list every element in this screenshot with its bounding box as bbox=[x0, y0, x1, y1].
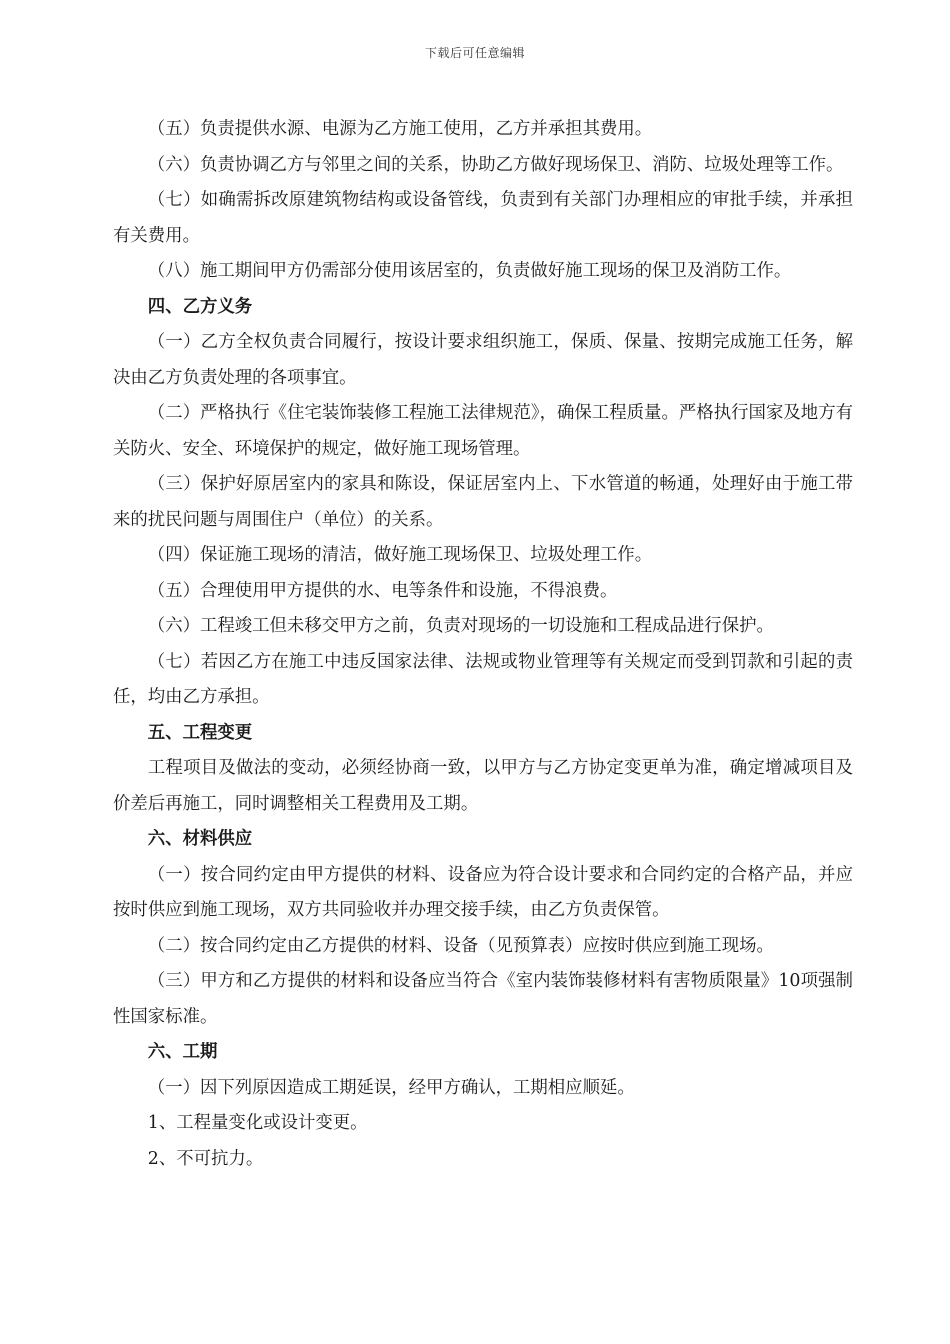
section-heading: 六、工期 bbox=[147, 1042, 218, 1062]
paragraph-item: （五）合理使用甲方提供的水、电等条件和设施，不得浪费。 bbox=[147, 580, 618, 601]
section-heading: 五、工程变更 bbox=[147, 722, 253, 743]
paragraph-item: （一）因下列原因造成工期延误，经甲方确认，工期相应顺延。 bbox=[147, 1077, 635, 1098]
paragraph-item: （七）若因乙方在施工中违反国家法律、法规或物业管理等有关规定而受到罚款和引起的责任，均由乙方承担。 bbox=[113, 651, 853, 707]
paragraph-item: （一）按合同约定由甲方提供的材料、设备应为符合设计要求和合同约定的合格产品，并应按时供应到施工现场，双方共同验收并办理交接手续，由乙方负责保管。 bbox=[113, 864, 853, 920]
paragraph-item: （一）乙方全权负责合同履行，按设计要求组织施工，保质、保量、按期完成施工任务，解决由乙方负责处理的各项事宜。 bbox=[113, 332, 853, 388]
section-heading: 四、乙方义务 bbox=[147, 296, 253, 317]
paragraph-item: （二）按合同约定由乙方提供的材料、设备（见预算表）应按时供应到施工现场。 bbox=[147, 935, 774, 956]
paragraph-item: （四）保证施工现场的清洁，做好施工现场保卫、垃圾处理工作。 bbox=[147, 545, 653, 565]
paragraph-item: （七）如确需拆改原建筑物结构或设备管线，负责到有关部门办理相应的审批手续，并承担有关费用。 bbox=[113, 190, 853, 246]
paragraph-item: 工程项目及做法的变动，必须经协商一致，以甲方与乙方协定变更单为准，确定增减项目及价差后再施工，同时调整相关工程费用及工期。 bbox=[113, 758, 853, 814]
section-heading: 六、材料供应 bbox=[147, 829, 253, 849]
page-header: 下载后可任意编辑 bbox=[424, 46, 525, 60]
document-body bbox=[113, 112, 853, 1177]
paragraph-item: （六）负责协调乙方与邻里之间的关系，协助乙方做好现场保卫、消防、垃圾处理等工作。 bbox=[147, 154, 844, 175]
paragraph-item: （三）保护好原居室内的家具和陈设，保证居室内上、下水管道的畅通，处理好由于施工带来的扰民问题与周围住户（单位）的关系。 bbox=[113, 474, 853, 530]
paragraph-item: 2、不可抗力。 bbox=[147, 1148, 264, 1169]
paragraph-item: （六）工程竣工但未移交甲方之前，负责对现场的一切设施和工程成品进行保护。 bbox=[147, 616, 774, 636]
paragraph-item: （二）严格执行《住宅装饰装修工程施工法律规范》，确保工程质量。严格执行国家及地方有关防火、安全、环境保护的规定，做好施工现场管理。 bbox=[113, 403, 853, 459]
paragraph-item: （五）负责提供水源、电源为乙方施工使用，乙方并承担其费用。 bbox=[147, 119, 653, 139]
paragraph-item: 1、工程量变化或设计变更。 bbox=[147, 1113, 368, 1133]
paragraph-item: （八）施工期间甲方仍需部分使用该居室的，负责做好施工现场的保卫及消防工作。 bbox=[147, 261, 792, 281]
paragraph-item: （三）甲方和乙方提供的材料和设备应当符合《室内装饰装修材料有害物质限量》10项强制性国家标准。 bbox=[113, 971, 853, 1027]
